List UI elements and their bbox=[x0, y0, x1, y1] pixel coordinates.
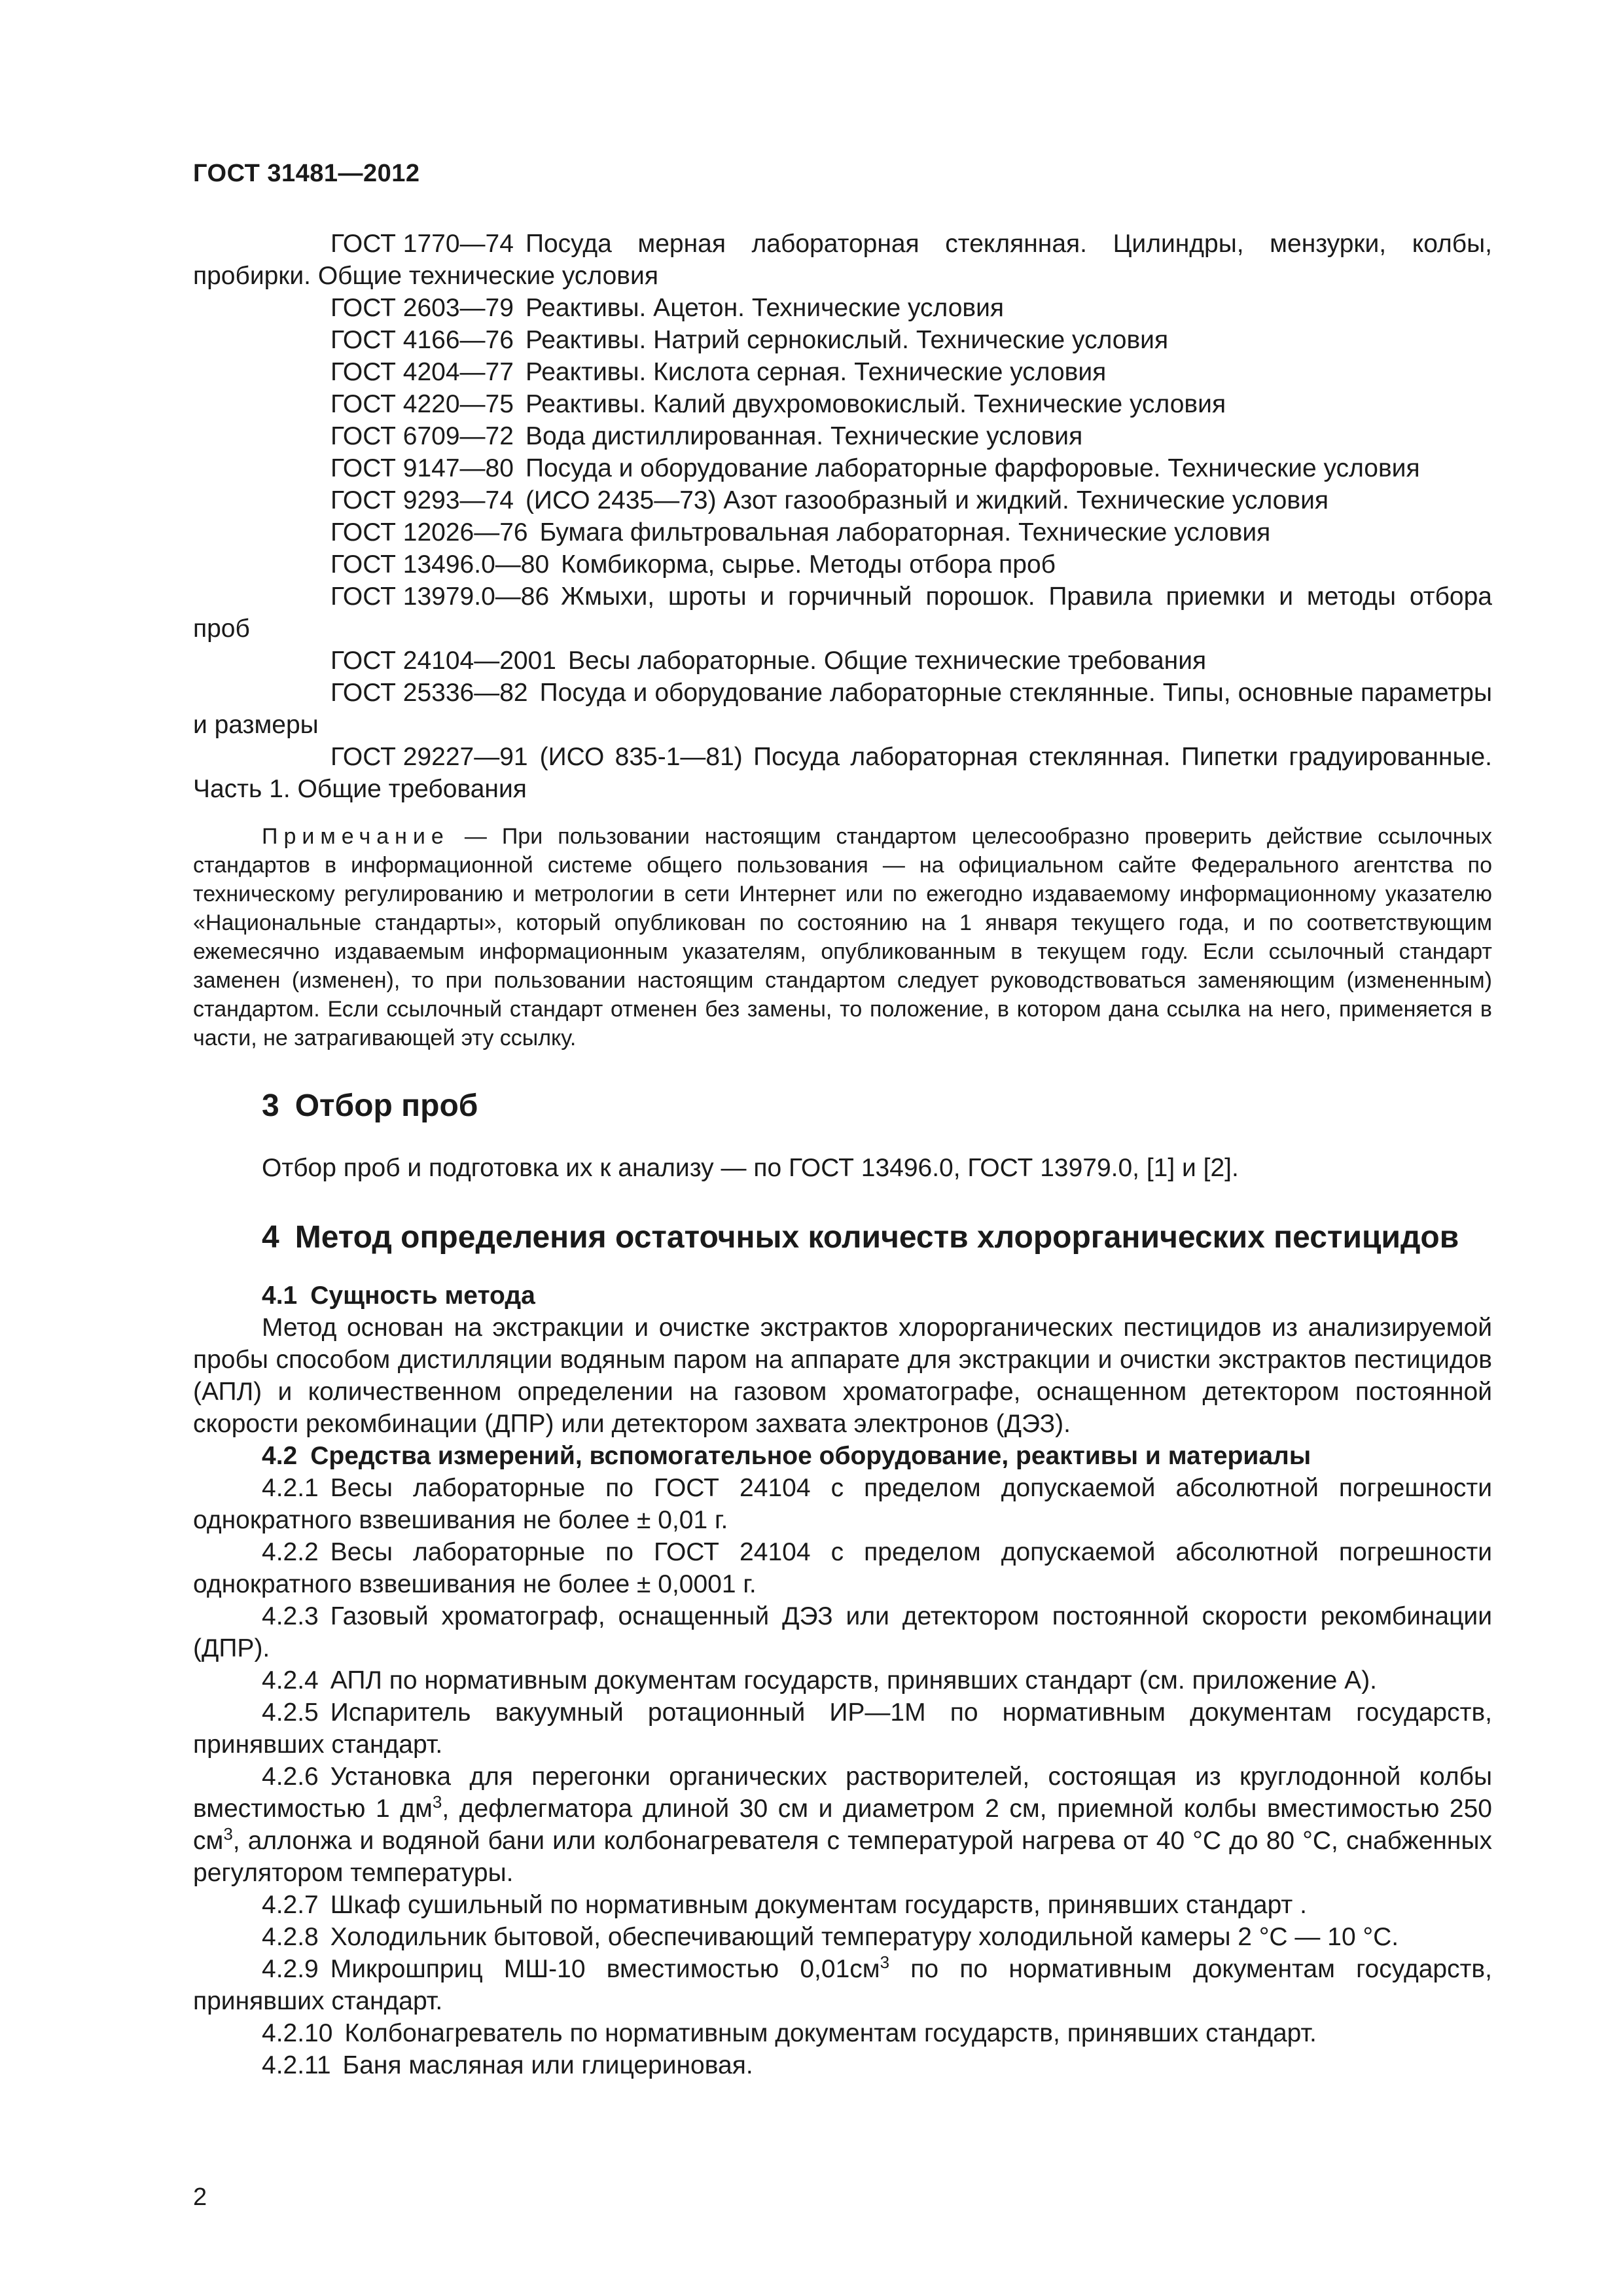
reference-item: ГОСТ 13496.0—80 Комбикорма, сырье. Методы отбора проб bbox=[330, 550, 1056, 579]
section-3-heading: 3 Отбор проб bbox=[262, 1088, 478, 1123]
reference-item: ГОСТ 29227—91 (ИСО 835-1—81) Посуда лабораторная стеклянная. Пипетки градуированные. Часть 1. Общие требования bbox=[193, 743, 1492, 803]
reference-item: ГОСТ 13979.0—86 Жмыхи, шроты и горчичный порошок. Правила приемки и методы отбора проб bbox=[193, 583, 1492, 643]
normative-references-list bbox=[193, 228, 1492, 805]
document-header: ГОСТ 31481—2012 bbox=[193, 160, 420, 187]
reference-item: ГОСТ 9293—74 (ИСО 2435—73) Азот газообразный и жидкий. Технические условия bbox=[330, 486, 1329, 514]
list-item: 4.2.8 Холодильник бытовой, обеспечивающий температуру холодильной камеры 2 °С — 10 °С. bbox=[262, 1923, 1399, 1951]
list-item: 4.2.4 АПЛ по нормативным документам государств, принявших стандарт (см. приложение А). bbox=[262, 1666, 1378, 1695]
reference-item: ГОСТ 4166—76 Реактивы. Натрий сернокислый. Технические условия bbox=[330, 326, 1169, 354]
reference-item: ГОСТ 9147—80 Посуда и оборудование лабораторные фарфоровые. Технические условия bbox=[330, 454, 1420, 482]
reference-item: ГОСТ 1770—74 Посуда мерная лабораторная стеклянная. Цилиндры, мензурки, колбы, пробирки. Общие технические условия bbox=[193, 230, 1492, 290]
section-4-heading: 4 Метод определения остаточных количеств хлорорганических пестицидов bbox=[262, 1220, 1459, 1255]
list-item: 4.2.1 Весы лабораторные по ГОСТ 24104 с пределом допускаемой абсолютной погрешности однократного взвешивания не более ± 0,01 г. bbox=[193, 1474, 1492, 1534]
reference-item: ГОСТ 25336—82 Посуда и оборудование лабораторные стеклянные. Типы, основные параметры и размеры bbox=[193, 679, 1492, 739]
reference-item: ГОСТ 6709—72 Вода дистиллированная. Технические условия bbox=[330, 422, 1083, 450]
reference-item: ГОСТ 4220—75 Реактивы. Калий двухромовокислый. Технические условия bbox=[330, 390, 1226, 418]
page-number: 2 bbox=[193, 2183, 207, 2211]
list-item: 4.2.10 Колбонагреватель по нормативным документам государств, принявших стандарт. bbox=[262, 2019, 1317, 2047]
list-item: 4.2.5 Испаритель вакуумный ротационный ИР—1М по нормативным документам государств, принявших стандарт. bbox=[193, 1698, 1492, 1759]
list-item: 4.2.11 Баня масляная или глицериновая. bbox=[262, 2051, 753, 2079]
list-item: 4.2.3 Газовый хроматограф, оснащенный ДЭЗ или детектором постоянной скорости рекомбинации (ДПР). bbox=[193, 1602, 1492, 1662]
reference-item: ГОСТ 4204—77 Реактивы. Кислота серная. Технические условия bbox=[330, 358, 1107, 386]
section-3-text: Отбор проб и подготовка их к анализу — по ГОСТ 13496.0, ГОСТ 13979.0, [1] и [2]. bbox=[262, 1154, 1239, 1182]
list-item: 4.2.2 Весы лабораторные по ГОСТ 24104 с пределом допускаемой абсолютной погрешности однократного взвешивания не более ± 0,0001 г. bbox=[193, 1538, 1492, 1598]
reference-item: ГОСТ 2603—79 Реактивы. Ацетон. Технические условия bbox=[330, 294, 1005, 322]
note-paragraph bbox=[193, 822, 1492, 1052]
subsection-4-2-heading: 4.2 Средства измерений, вспомогательное оборудование, реактивы и материалы bbox=[262, 1442, 1311, 1470]
subsection-4-1-text: Метод основан на экстракции и очистке экстрактов хлорорганических пестицидов из анализируемой пробы способом дистилляции водяным паром на аппарате для экстракции и очистки экстрактов пестицидов (АПЛ) и количественном определении на газовом хроматографе, оснащенном детектором постоянной скорости рекомбинации (ДПР) или детектором захвата электронов (ДЭЗ). bbox=[193, 1314, 1492, 1438]
note-text: — При пользовании настоящим стандартом целесообразно проверить действие ссылочных стандартов в информационной системе общего пользования — на официальном сайте Федерального агентства по техническому регулированию и метрологии в сети Интернет или по ежегодно издаваемому информационному указателю «Национальные стандарты», который опубликован по состоянию на 1 января текущего года, и по соответствующим ежемесячно издаваемым информационным указателям, опубликованным в текущем году. Если ссылочный стандарт заменен (изменен), то при пользовании настоящим стандартом следует руководствоваться заменяющим (измененным) стандартом. Если ссылочный стандарт отменен без замены, то положение, в котором дана ссылка на него, применяется в части, не затрагивающей эту ссылку. bbox=[193, 824, 1493, 1050]
body-text bbox=[193, 228, 1492, 2081]
list-item: 4.2.7 Шкаф сушильный по нормативным документам государств, принявших стандарт . bbox=[262, 1891, 1307, 1919]
reference-item: ГОСТ 12026—76 Бумага фильтровальная лабораторная. Технические условия bbox=[330, 518, 1271, 547]
note-label: Примечание bbox=[262, 824, 450, 849]
reference-item: ГОСТ 24104—2001 Весы лабораторные. Общие технические требования bbox=[330, 647, 1207, 675]
list-item: 4.2.6 Установка для перегонки органических растворителей, состоящая из круглодонной колбы вместимостью 1 $дм^3$, дефлегматора длиной 30 см и диаметром 2 см, приемной колбы вместимостью 250 $см^3$, аллонжа и водяной бани или колбонагревателя с температурой нагрева от 40 °С до 80 °С, снабженных регулятором температуры. bbox=[193, 1763, 1492, 1887]
subsection-4-1-heading: 4.1 Сущность метода bbox=[262, 1282, 535, 1310]
list-item: 4.2.9 Микрошприц МШ-10 вместимостью $0,01см^3$ по по нормативным документам государств, принявших стандарт. bbox=[193, 1952, 1492, 2015]
